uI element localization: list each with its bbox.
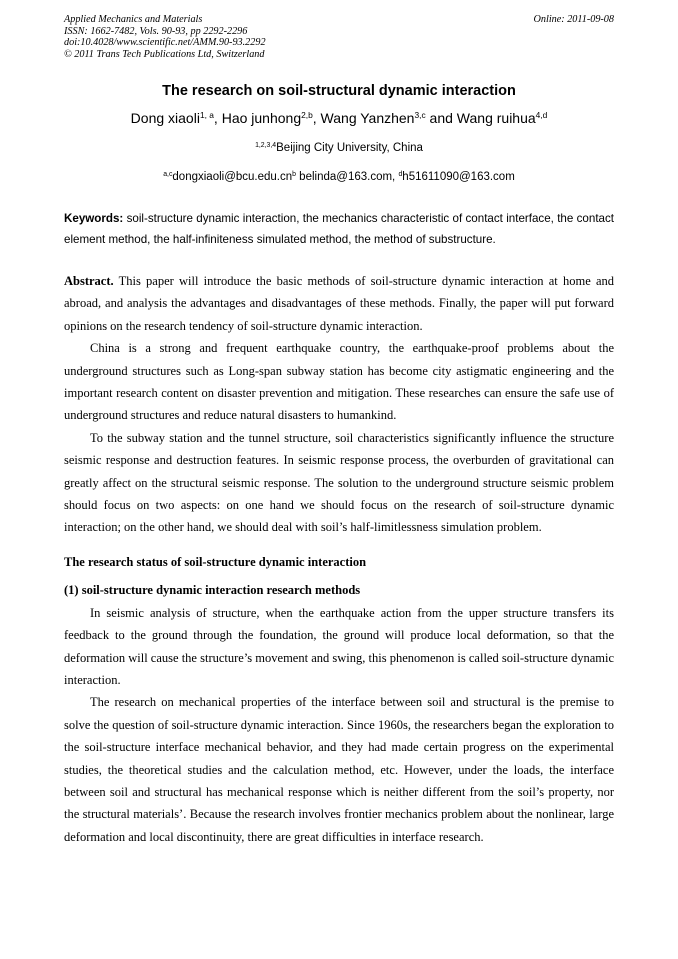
email-sup: a,c — [163, 170, 173, 178]
affiliation — [0, 140, 678, 156]
body-paragraph-4: The research on mechanical properties of the interface between soil and structural is the premise to solve the question of soil-structure dynamic interaction. Since 1960s, the researchers began the exploration to the soil-structure interface mechanical behavior, and they had made certain progress on the experimental studies, the theoretical studies and the calculation method, etc. However, under the loads, the interface between soil and structural has mechanical response which is neither different from the soil’s property, nor the structural materials’. Because the research involves frontier mechanics problem about the nonlinear, large deformation and local discontinuity, there are great difficulties in interface research. — [64, 695, 614, 844]
author-list — [0, 108, 678, 128]
author-sup: 1, a — [199, 109, 214, 120]
affiliation-text: Beijing City University, China — [276, 142, 423, 154]
intro-paragraph-2: To the subway station and the tunnel structure, soil characteristics significantly influence the structure seismic response and destruction features. In seismic response process, the overburden of gravitational can greatly affect on the structural seismic response. The solution to the underground structure seismic problem should focus on two aspects: on one hand we should focus on the research of soil-structure dynamic interaction; on the other hand, we should deal with soil’s half-limitlessness simulation problem. — [64, 430, 614, 535]
paper-title: The research on soil-structural dynamic interaction — [162, 83, 516, 99]
author-sep: , — [312, 110, 321, 126]
section-heading: The research status of soil-structure dynamic interaction — [64, 554, 367, 569]
journal-name: Applied Mechanics and Materials — [64, 14, 203, 25]
email-list — [0, 169, 678, 185]
intro-paragraph-1: China is a strong and frequent earthquake country, the earthquake-proof problems about the underground structures such as Long-span subway station has become city astigmatic engineering and the important research content on disaster prevention and mitigation. These researches can ensure the safe use of underground structures and reduce natural disasters to humankind. — [64, 341, 614, 423]
email-sup: b — [292, 170, 296, 178]
keywords-block — [64, 208, 614, 250]
author-sep: , — [213, 110, 222, 126]
author-name: Wang Yanzhen — [320, 110, 415, 126]
author-sup: 2,b — [301, 109, 313, 120]
body-paragraph-3: In seismic analysis of structure, when the earthquake action from the upper structure transfers its feedback to the ground through the foundation, the ground will produce local deformation, so that the deformation will cause the structure’s movement and swing, this phenomenon is called soil-structure dynamic interaction. — [64, 605, 614, 687]
author-name: Hao junhong — [221, 110, 302, 126]
author-sup: 4,d — [535, 109, 548, 120]
keywords-label: Keywords: — [64, 212, 124, 225]
subsection-heading: (1) soil-structure dynamic interaction research methods — [64, 583, 361, 598]
keywords-text: soil-structure dynamic interaction, the mechanics characteristic of contact interface, the contact element method, the half-infiniteness simulated method, the method of substructure. — [64, 212, 614, 246]
section-gap — [64, 539, 614, 551]
author-sup: 3,c — [414, 109, 426, 120]
author-name: Dong xiaoli — [130, 110, 200, 126]
email-link[interactable]: dongxiaoli@bcu.edu.cn — [172, 171, 293, 183]
journal-header — [64, 14, 266, 60]
copyright-line: © 2011 Trans Tech Publications Ltd, Switzerland — [64, 48, 265, 60]
email-link[interactable]: belinda@163.com, — [295, 171, 399, 183]
email-sup: d — [398, 170, 403, 178]
email-link[interactable]: h51611090@163.com — [402, 171, 515, 183]
issn-line: ISSN: 1662-7482, Vols. 90-93, pp 2292-2296 — [64, 25, 248, 37]
author-name: Wang ruihua — [456, 110, 536, 126]
abstract-label: Abstract. — [64, 274, 114, 288]
online-date: Online: 2011-09-08 — [533, 14, 614, 25]
abstract-paragraph — [64, 270, 614, 337]
author-sep: and — [425, 110, 457, 126]
doi-line: doi:10.4028/www.scientific.net/AMM.90-93.2292 — [64, 37, 266, 49]
abstract-text: This paper will introduce the basic methods of soil-structure dynamic interaction at home and abroad, and analysis the advantages and disadvantages of these methods. Finally, the paper will put forward opinions on the research tendency of soil-structure dynamic interaction. — [64, 274, 614, 333]
body-text — [64, 270, 614, 848]
affiliation-sup: 1,2,3,4 — [255, 141, 277, 149]
